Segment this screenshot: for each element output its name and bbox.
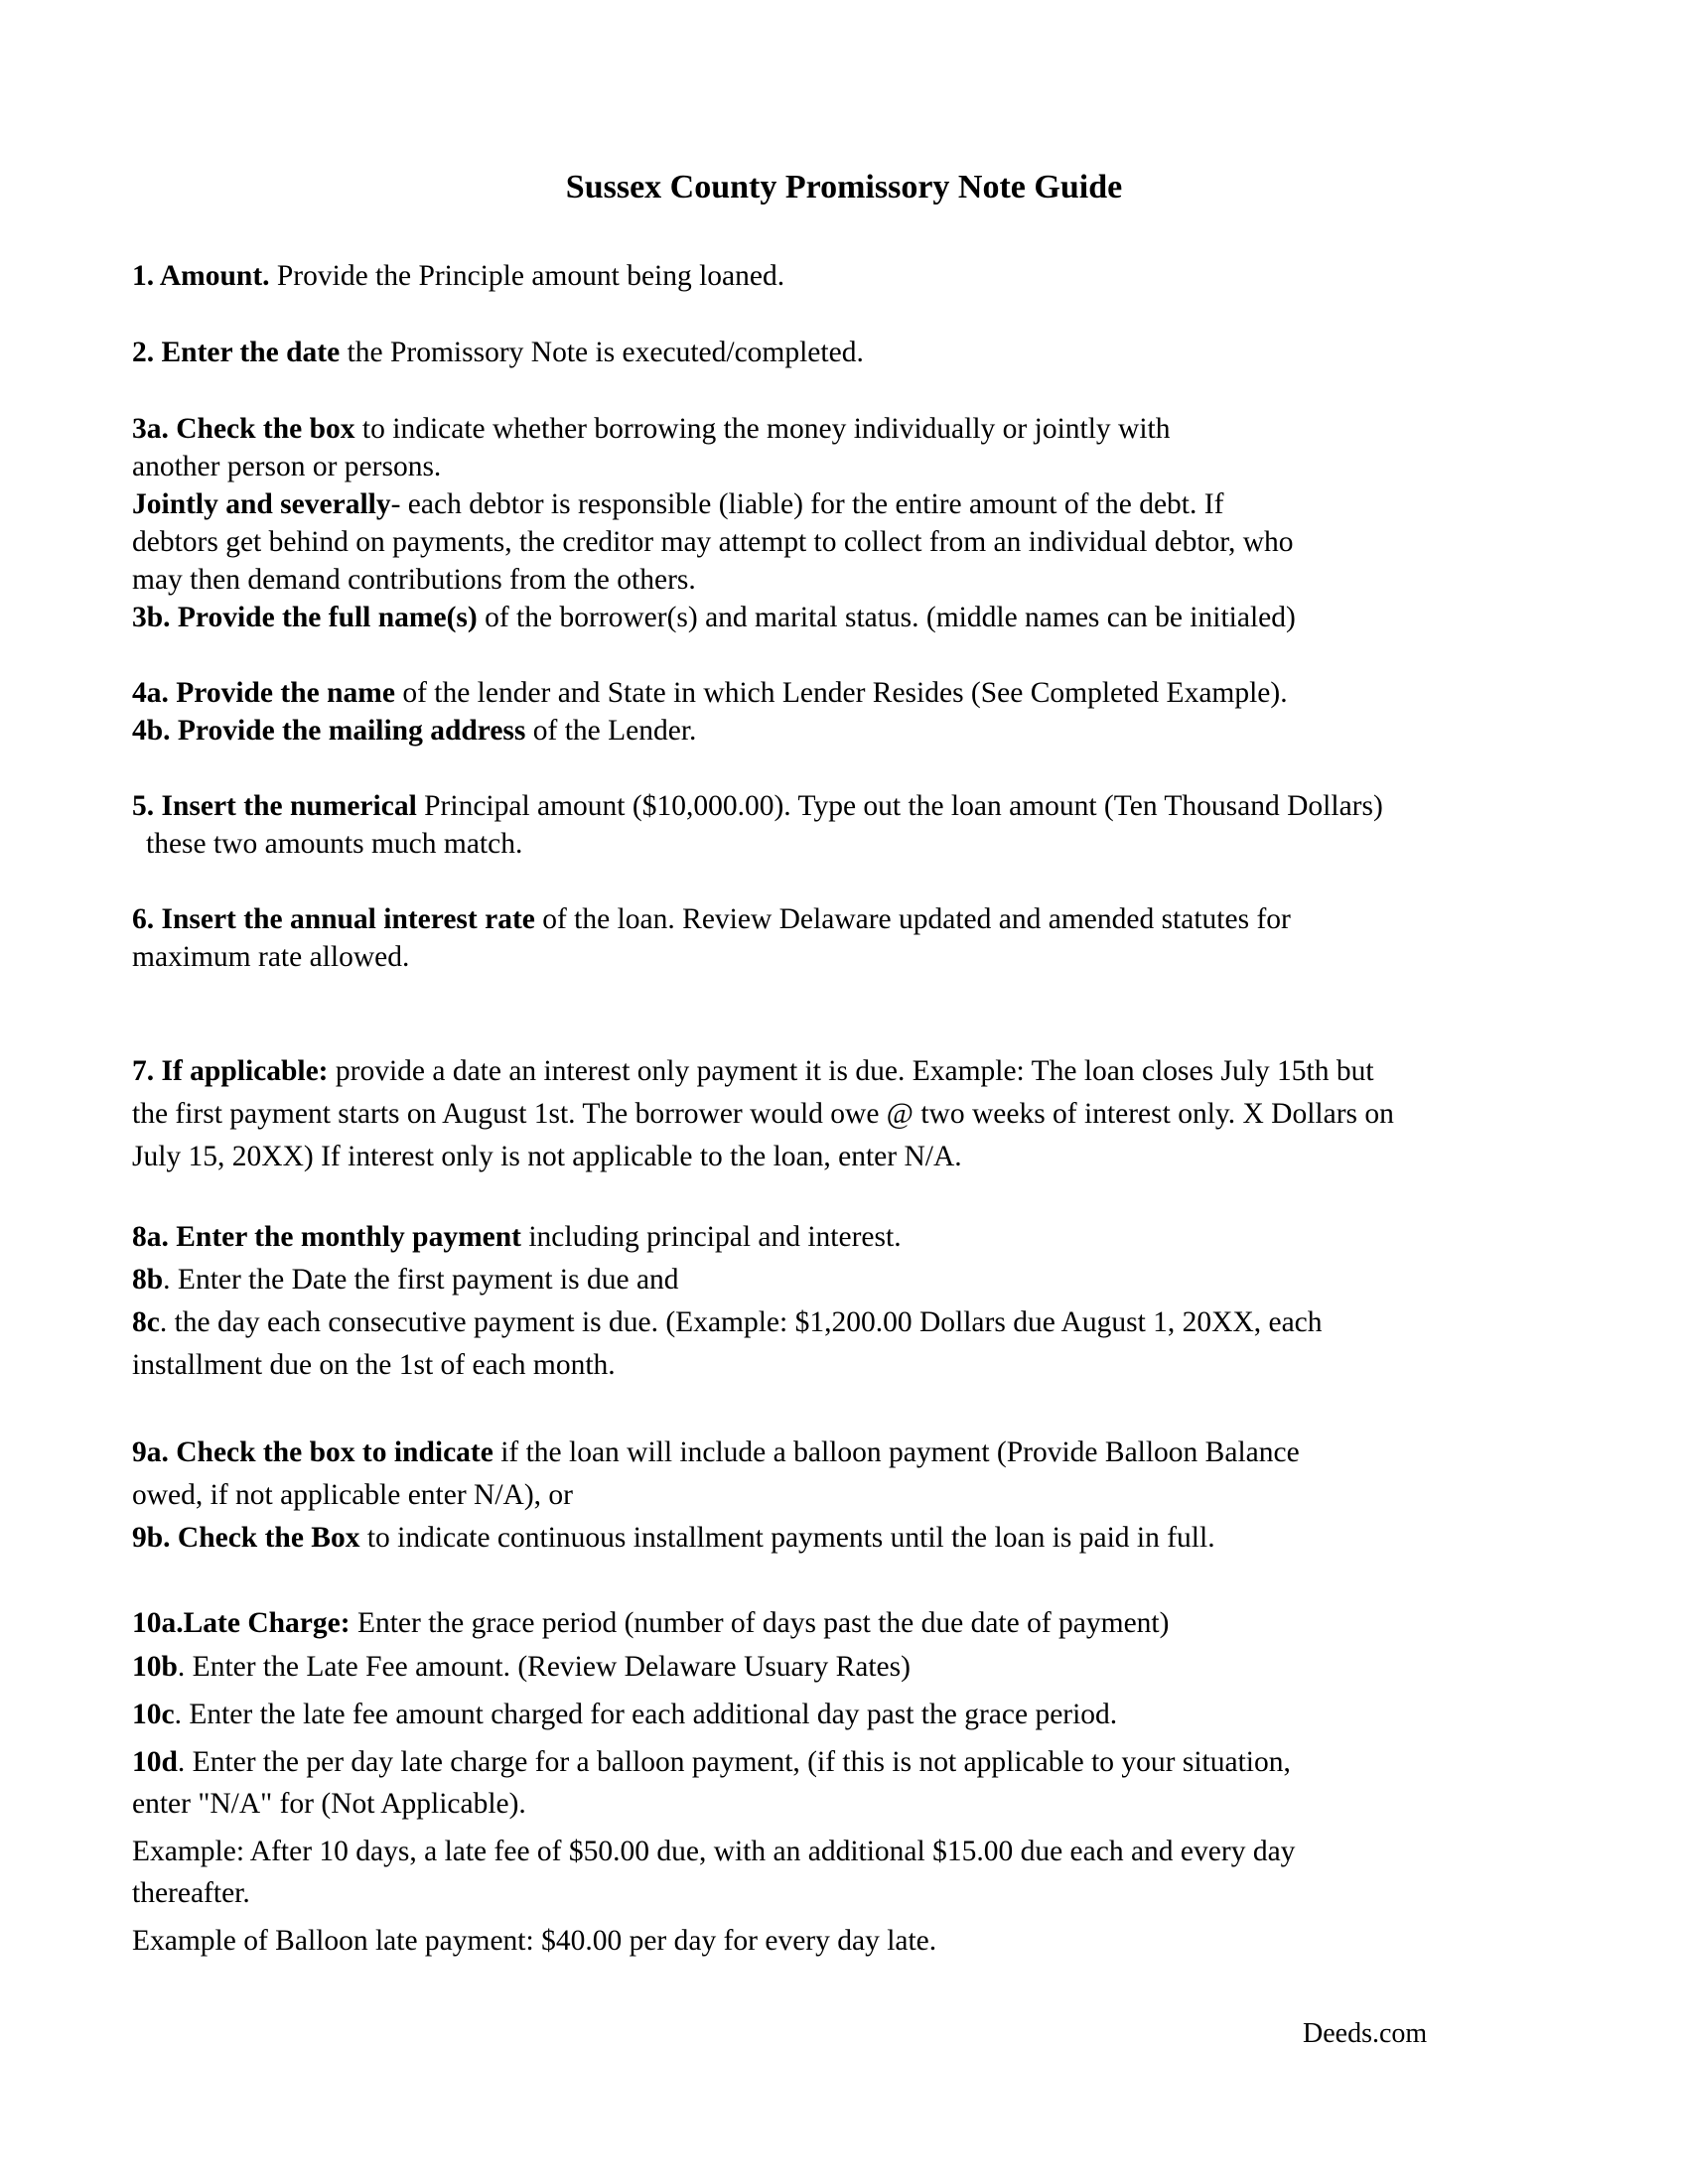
item-label: 10d	[132, 1746, 178, 1778]
item-text: may then demand contributions from the others.	[132, 564, 696, 596]
item-text: Principal amount ($10,000.00). Type out the loan amount (Ten Thousand Dollars)	[416, 790, 1383, 822]
item-label: 9a. Check the box to indicate	[132, 1436, 493, 1468]
item-label: 4b. Provide the mailing address	[132, 715, 526, 747]
item-text: of the lender and State in which Lender Resides (See Completed Example).	[394, 677, 1288, 709]
item-label: 6. Insert the annual interest rate	[132, 903, 535, 935]
item-text: owed, if not applicable enter N/A), or	[132, 1479, 573, 1511]
item-10-late-charge	[132, 1601, 1562, 1963]
item-text: these two amounts much match.	[146, 828, 523, 860]
item-text: including principal and interest.	[520, 1221, 902, 1253]
item-label: 2. Enter the date	[132, 337, 341, 368]
item-7-interest-only	[132, 1050, 1562, 1178]
item-text: July 15, 20XX) If interest only is not applicable to the loan, enter N/A.	[132, 1141, 962, 1172]
item-text: to indicate continuous installment payments until the loan is paid in full.	[359, 1522, 1215, 1554]
item-label: 3b. Provide the full name(s)	[132, 602, 478, 633]
item-text: if the loan will include a balloon payment (Provide Balloon Balance	[492, 1436, 1300, 1468]
item-text: the first payment starts on August 1st. The borrower would owe @ two weeks of interest only. X Dollars on	[132, 1098, 1394, 1130]
item-text: provide a date an interest only payment it is due. Example: The loan closes July 15th but	[328, 1055, 1374, 1087]
item-label: 1. Amount.	[132, 260, 270, 292]
item-5-principal	[132, 787, 1562, 863]
item-text: debtors get behind on payments, the creditor may attempt to collect from an individual debtor, who	[132, 526, 1294, 558]
item-label: 3a. Check the box	[132, 413, 355, 445]
item-text: . Enter the per day late charge for a balloon payment, (if this is not applicable to your situation,	[177, 1746, 1291, 1778]
item-text: Enter the grace period (number of days past the due date of payment)	[350, 1607, 1170, 1639]
item-text: . Enter the late fee amount charged for each additional day past the grace period.	[174, 1699, 1118, 1730]
item-label: 10a.Late Charge:	[132, 1607, 351, 1639]
item-1-amount	[132, 257, 1562, 295]
item-text: of the Lender.	[525, 715, 697, 747]
item-text: enter "N/A" for (Not Applicable).	[132, 1788, 526, 1820]
item-6-interest-rate	[132, 900, 1562, 976]
item-label: 9b. Check the Box	[132, 1522, 360, 1554]
item-3-borrower	[132, 410, 1562, 636]
item-text: of the borrower(s) and marital status. (middle names can be initialed)	[477, 602, 1296, 633]
item-text: . the day each consecutive payment is due. (Example: $1,200.00 Dollars due August 1, 20XX, each	[159, 1306, 1323, 1338]
example-text: Example: After 10 days, a late fee of $50.00 due, with an additional $15.00 due each and every day	[132, 1836, 1296, 1867]
item-8-payment	[132, 1216, 1562, 1387]
item-label: 8b	[132, 1264, 164, 1296]
item-label: 7. If applicable:	[132, 1055, 329, 1087]
jointly-label: Jointly and severally	[132, 488, 391, 520]
item-text: . Enter the Late Fee amount. (Review Delaware Usuary Rates)	[177, 1651, 911, 1683]
item-text: - each debtor is responsible (liable) for the entire amount of the debt. If	[390, 488, 1224, 520]
footer-source: Deeds.com	[1303, 2018, 1428, 2049]
item-text: . Enter the Date the first payment is due and	[163, 1264, 679, 1296]
item-4-lender	[132, 674, 1562, 750]
item-label: 5. Insert the numerical	[132, 790, 417, 822]
item-label: 10b	[132, 1651, 178, 1683]
item-text: another person or persons.	[132, 451, 442, 482]
item-label: 10c	[132, 1699, 175, 1730]
item-label: 4a. Provide the name	[132, 677, 395, 709]
item-text: of the loan. Review Delaware updated and amended statutes for	[534, 903, 1291, 935]
item-text: to indicate whether borrowing the money individually or jointly with	[354, 413, 1171, 445]
item-label: 8c	[132, 1306, 160, 1338]
item-2-date	[132, 334, 1562, 371]
item-text: installment due on the 1st of each month.	[132, 1349, 616, 1381]
item-9-balloon	[132, 1432, 1562, 1560]
example-text: thereafter.	[132, 1877, 250, 1909]
item-text: maximum rate allowed.	[132, 941, 410, 973]
item-label: 8a. Enter the monthly payment	[132, 1221, 521, 1253]
item-text: Provide the Principle amount being loaned.	[269, 260, 785, 292]
example-text: Example of Balloon late payment: $40.00 per day for every day late.	[132, 1925, 937, 1957]
item-text: the Promissory Note is executed/completed.	[340, 337, 864, 368]
document-title: Sussex County Promissory Note Guide	[565, 169, 1123, 205]
